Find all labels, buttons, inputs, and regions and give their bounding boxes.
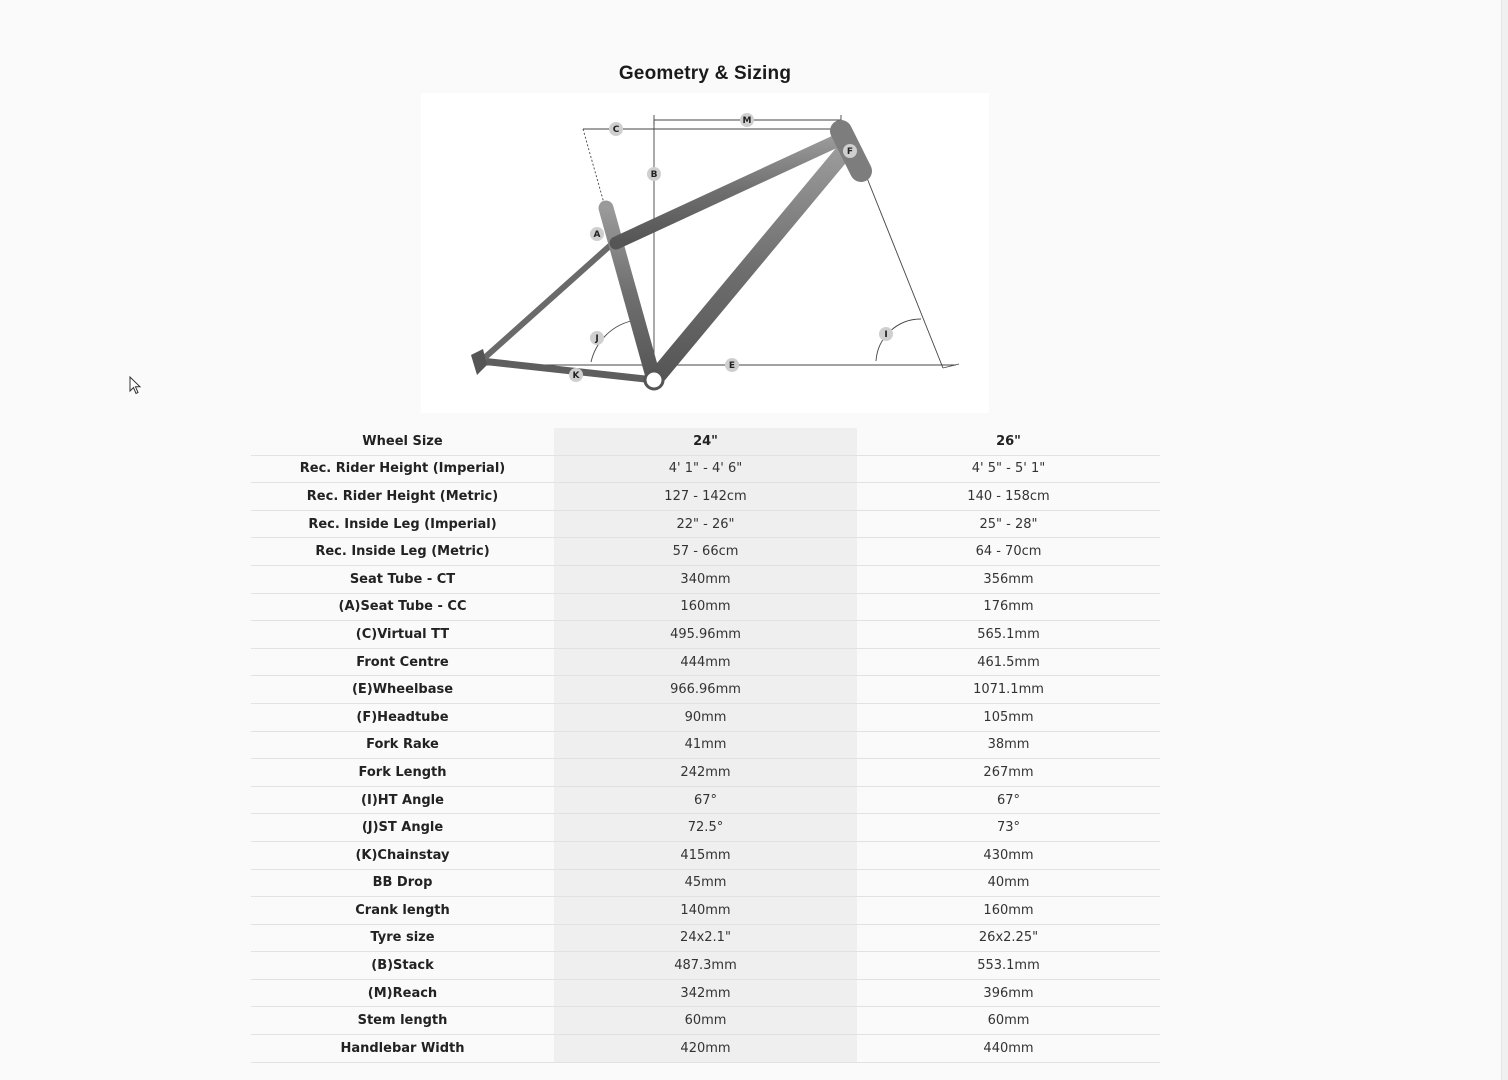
row-value-26: 67°	[857, 786, 1160, 814]
row-value-24: 41mm	[554, 731, 857, 759]
table-row	[251, 483, 1160, 511]
row-value-24: 24x2.1"	[554, 924, 857, 952]
row-value-26: 396mm	[857, 979, 1160, 1007]
header-size-24: 24"	[554, 428, 857, 455]
row-label: Fork Rake	[251, 731, 554, 759]
row-value-24: 242mm	[554, 759, 857, 787]
table-row	[251, 814, 1160, 842]
marker-a	[590, 227, 604, 241]
row-label: (K)Chainstay	[251, 841, 554, 869]
table-row	[251, 1007, 1160, 1035]
row-value-24: 342mm	[554, 979, 857, 1007]
row-value-24: 45mm	[554, 869, 857, 897]
row-value-26: 140 - 158cm	[857, 483, 1160, 511]
row-value-26: 25" - 28"	[857, 510, 1160, 538]
row-value-26: 160mm	[857, 897, 1160, 925]
row-label: Rec. Inside Leg (Metric)	[251, 538, 554, 566]
marker-b-label: B	[650, 170, 658, 180]
marker-e	[725, 358, 739, 372]
row-value-24: 495.96mm	[554, 621, 857, 649]
row-value-24: 60mm	[554, 1007, 857, 1035]
table-row	[251, 869, 1160, 897]
row-value-24: 4' 1" - 4' 6"	[554, 455, 857, 483]
marker-j-label: J	[595, 334, 599, 344]
row-label: Rec. Inside Leg (Imperial)	[251, 510, 554, 538]
header-wheel-size: Wheel Size	[251, 428, 554, 455]
row-value-26: 553.1mm	[857, 952, 1160, 980]
row-label: (I)HT Angle	[251, 786, 554, 814]
row-value-26: 565.1mm	[857, 621, 1160, 649]
row-value-26: 4' 5" - 5' 1"	[857, 455, 1160, 483]
marker-j	[590, 331, 604, 345]
row-label: Stem length	[251, 1007, 554, 1035]
table-row	[251, 924, 1160, 952]
row-value-24: 90mm	[554, 703, 857, 731]
header-size-26: 26"	[857, 428, 1160, 455]
row-label: Seat Tube - CT	[251, 565, 554, 593]
table-row	[251, 621, 1160, 649]
table-row	[251, 510, 1160, 538]
table-row	[251, 897, 1160, 925]
table-row	[251, 786, 1160, 814]
row-value-24: 72.5°	[554, 814, 857, 842]
row-label: (E)Wheelbase	[251, 676, 554, 704]
row-label: (J)ST Angle	[251, 814, 554, 842]
page-title: Geometry & Sizing	[618, 62, 792, 84]
row-value-26: 176mm	[857, 593, 1160, 621]
row-label: Handlebar Width	[251, 1035, 554, 1063]
row-value-26: 64 - 70cm	[857, 538, 1160, 566]
row-value-26: 38mm	[857, 731, 1160, 759]
table-row	[251, 538, 1160, 566]
row-value-24: 57 - 66cm	[554, 538, 857, 566]
row-label: Fork Length	[251, 759, 554, 787]
row-label: Rec. Rider Height (Metric)	[251, 483, 554, 511]
row-label: Rec. Rider Height (Imperial)	[251, 455, 554, 483]
table-row	[251, 703, 1160, 731]
row-value-26: 356mm	[857, 565, 1160, 593]
row-value-26: 40mm	[857, 869, 1160, 897]
marker-b	[647, 167, 661, 181]
marker-f	[843, 144, 857, 158]
table-row	[251, 952, 1160, 980]
row-value-24: 67°	[554, 786, 857, 814]
marker-f-label: F	[846, 147, 854, 157]
row-label: (C)Virtual TT	[251, 621, 554, 649]
row-value-24: 420mm	[554, 1035, 857, 1063]
row-label: (F)Headtube	[251, 703, 554, 731]
row-value-26: 267mm	[857, 759, 1160, 787]
marker-i-label: I	[884, 330, 888, 340]
row-label: Front Centre	[251, 648, 554, 676]
table-row	[251, 593, 1160, 621]
table-row	[251, 565, 1160, 593]
row-label: Tyre size	[251, 924, 554, 952]
row-value-24: 487.3mm	[554, 952, 857, 980]
row-value-24: 160mm	[554, 593, 857, 621]
table-row	[251, 1035, 1160, 1063]
row-label: Crank length	[251, 897, 554, 925]
row-value-26: 26x2.25"	[857, 924, 1160, 952]
row-value-26: 1071.1mm	[857, 676, 1160, 704]
marker-m	[740, 113, 754, 127]
row-value-24: 444mm	[554, 648, 857, 676]
page-scrollbar[interactable]	[1501, 0, 1508, 1080]
mouse-pointer-icon	[129, 376, 143, 396]
marker-a-label: A	[593, 230, 601, 240]
row-value-26: 461.5mm	[857, 648, 1160, 676]
row-value-26: 440mm	[857, 1035, 1160, 1063]
row-value-24: 127 - 142cm	[554, 483, 857, 511]
row-label: BB Drop	[251, 869, 554, 897]
geometry-table	[251, 428, 1160, 1063]
table-row	[251, 455, 1160, 483]
table-row	[251, 759, 1160, 787]
row-value-24: 340mm	[554, 565, 857, 593]
table-row	[251, 648, 1160, 676]
row-value-24: 140mm	[554, 897, 857, 925]
marker-m-label: M	[742, 116, 752, 126]
table-row	[251, 841, 1160, 869]
row-value-26: 60mm	[857, 1007, 1160, 1035]
row-value-24: 966.96mm	[554, 676, 857, 704]
row-value-26: 73°	[857, 814, 1160, 842]
marker-c	[609, 122, 623, 136]
frame-geometry-diagram	[421, 93, 989, 413]
table-row	[251, 731, 1160, 759]
table-header-row	[251, 428, 1160, 455]
row-value-24: 415mm	[554, 841, 857, 869]
marker-k	[569, 368, 583, 382]
row-value-24: 22" - 26"	[554, 510, 857, 538]
row-value-26: 430mm	[857, 841, 1160, 869]
row-label: (A)Seat Tube - CC	[251, 593, 554, 621]
marker-i	[879, 327, 893, 341]
row-value-26: 105mm	[857, 703, 1160, 731]
head-angle-line	[861, 163, 943, 368]
marker-e-label: E	[728, 361, 736, 371]
table-row	[251, 676, 1160, 704]
table-row	[251, 979, 1160, 1007]
row-label: (B)Stack	[251, 952, 554, 980]
marker-k-label: K	[572, 371, 580, 381]
row-label: (M)Reach	[251, 979, 554, 1007]
marker-c-label: C	[612, 125, 620, 135]
